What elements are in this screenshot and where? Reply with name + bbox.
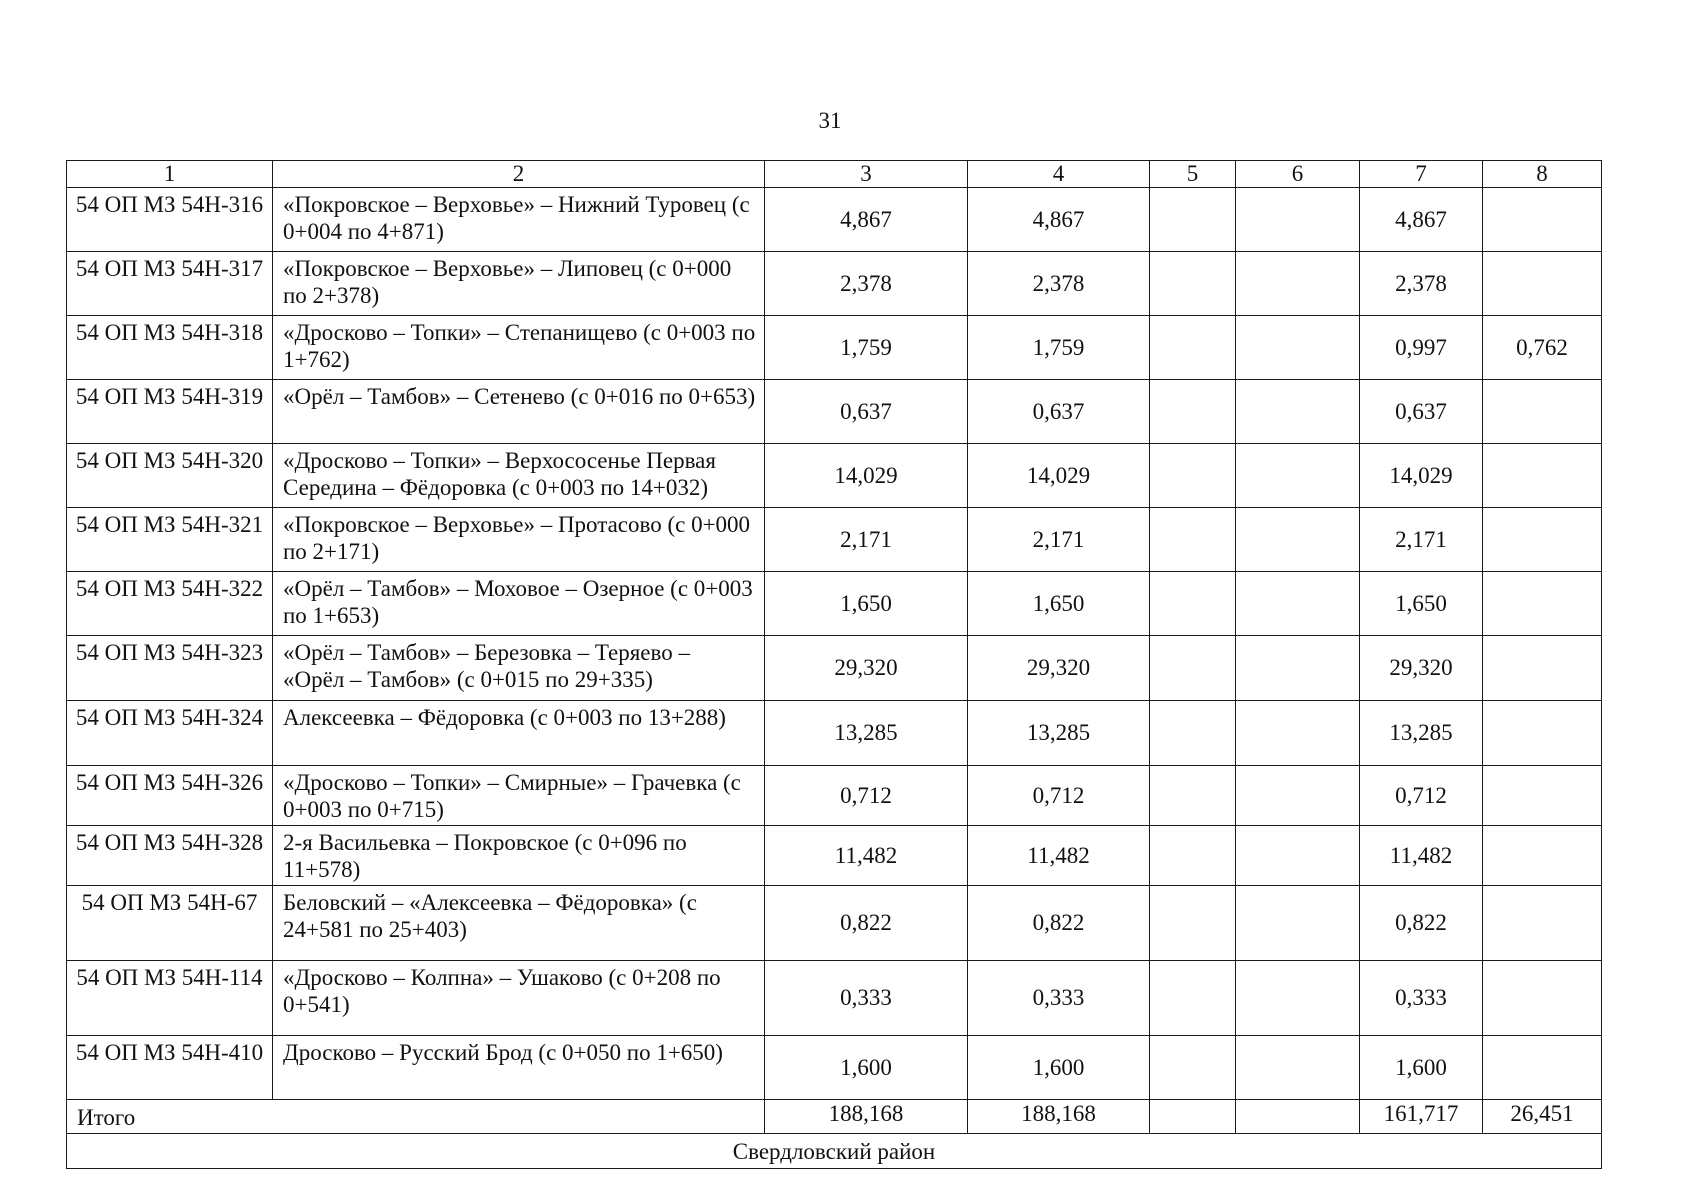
table-row: [67, 572, 1602, 636]
value-col8: 0,762: [1483, 316, 1602, 380]
value-col5: [1150, 508, 1236, 572]
road-name: «Покровское – Верховье» – Липовец (с 0+000 по 2+378): [273, 252, 765, 316]
value-col8: [1483, 380, 1602, 444]
value-col6: [1236, 572, 1360, 636]
value-col6: [1236, 701, 1360, 766]
road-name: Беловский – «Алексеевка – Фёдоровка» (с 24+581 по 25+403): [273, 886, 765, 961]
column-header: 4: [968, 161, 1150, 188]
road-name: «Орёл – Тамбов» – Моховое – Озерное (с 0+003 по 1+653): [273, 572, 765, 636]
length-col3: 1,759: [765, 316, 968, 380]
column-header: 2: [273, 161, 765, 188]
length-col4: 4,867: [968, 188, 1150, 252]
value-col8: [1483, 1036, 1602, 1100]
value-col8: [1483, 636, 1602, 701]
road-code: 54 ОП МЗ 54Н-319: [67, 380, 273, 444]
value-col7: 11,482: [1360, 826, 1483, 886]
value-col8: [1483, 961, 1602, 1036]
value-col6: [1236, 1036, 1360, 1100]
length-col3: 1,650: [765, 572, 968, 636]
column-number-row: [67, 161, 1602, 188]
length-col3: 11,482: [765, 826, 968, 886]
road-name: «Дросково – Топки» – Смирные» – Грачевка (с 0+003 по 0+715): [273, 766, 765, 826]
value-col8: [1483, 701, 1602, 766]
road-code: 54 ОП МЗ 54Н-316: [67, 188, 273, 252]
length-col3: 2,378: [765, 252, 968, 316]
road-name: Дросково – Русский Брод (с 0+050 по 1+650): [273, 1036, 765, 1100]
road-name: «Дросково – Колпна» – Ушаково (с 0+208 по 0+541): [273, 961, 765, 1036]
road-code: 54 ОП МЗ 54Н-323: [67, 636, 273, 701]
value-col6: [1236, 826, 1360, 886]
value-col8: [1483, 252, 1602, 316]
table-row: [67, 636, 1602, 701]
value-col7: 2,378: [1360, 252, 1483, 316]
value-col7: 1,650: [1360, 572, 1483, 636]
column-header: 8: [1483, 161, 1602, 188]
value-col7: 0,637: [1360, 380, 1483, 444]
value-col6: [1236, 380, 1360, 444]
road-register-table: [66, 160, 1602, 1169]
total-col6: [1236, 1100, 1360, 1134]
total-label: Итого: [67, 1100, 765, 1134]
total-col7: 161,717: [1360, 1100, 1483, 1134]
value-col6: [1236, 886, 1360, 961]
length-col4: 29,320: [968, 636, 1150, 701]
length-col3: 4,867: [765, 188, 968, 252]
value-col5: [1150, 1036, 1236, 1100]
page-number: 31: [818, 108, 842, 133]
value-col7: 0,333: [1360, 961, 1483, 1036]
road-name: «Дросково – Топки» – Верхососенье Первая Середина – Фёдоровка (с 0+003 по 14+032): [273, 444, 765, 508]
column-header: 7: [1360, 161, 1483, 188]
value-col6: [1236, 636, 1360, 701]
value-col8: [1483, 188, 1602, 252]
value-col5: [1150, 188, 1236, 252]
length-col3: 0,637: [765, 380, 968, 444]
road-name: «Орёл – Тамбов» – Березовка – Теряево – «Орёл – Тамбов» (с 0+015 по 29+335): [273, 636, 765, 701]
value-col5: [1150, 380, 1236, 444]
value-col7: 2,171: [1360, 508, 1483, 572]
total-col8: 26,451: [1483, 1100, 1602, 1134]
road-code: 54 ОП МЗ 54Н-322: [67, 572, 273, 636]
table-row: [67, 766, 1602, 826]
length-col4: 1,600: [968, 1036, 1150, 1100]
table-row: [67, 961, 1602, 1036]
road-name: «Покровское – Верховье» – Протасово (с 0+000 по 2+171): [273, 508, 765, 572]
total-row: [67, 1100, 1602, 1134]
value-col6: [1236, 188, 1360, 252]
length-col4: 0,333: [968, 961, 1150, 1036]
value-col7: 4,867: [1360, 188, 1483, 252]
road-code: 54 ОП МЗ 54Н-410: [67, 1036, 273, 1100]
length-col4: 0,637: [968, 380, 1150, 444]
length-col3: 2,171: [765, 508, 968, 572]
road-code: 54 ОП МЗ 54Н-321: [67, 508, 273, 572]
road-code: 54 ОП МЗ 54Н-326: [67, 766, 273, 826]
length-col3: 0,333: [765, 961, 968, 1036]
value-col5: [1150, 444, 1236, 508]
length-col4: 14,029: [968, 444, 1150, 508]
road-code: 54 ОП МЗ 54Н-318: [67, 316, 273, 380]
length-col3: 29,320: [765, 636, 968, 701]
column-header: 1: [67, 161, 273, 188]
value-col5: [1150, 316, 1236, 380]
length-col4: 1,650: [968, 572, 1150, 636]
total-length-col4: 188,168: [968, 1100, 1150, 1134]
value-col7: 14,029: [1360, 444, 1483, 508]
table-row: [67, 508, 1602, 572]
value-col6: [1236, 316, 1360, 380]
road-name: «Орёл – Тамбов» – Сетенево (с 0+016 по 0+653): [273, 380, 765, 444]
value-col5: [1150, 701, 1236, 766]
value-col8: [1483, 444, 1602, 508]
value-col5: [1150, 766, 1236, 826]
table-row: [67, 886, 1602, 961]
value-col8: [1483, 766, 1602, 826]
table-row: [67, 444, 1602, 508]
road-code: 54 ОП МЗ 54Н-324: [67, 701, 273, 766]
value-col6: [1236, 508, 1360, 572]
length-col4: 11,482: [968, 826, 1150, 886]
road-code: 54 ОП МЗ 54Н-114: [67, 961, 273, 1036]
value-col8: [1483, 508, 1602, 572]
road-code: 54 ОП МЗ 54Н-67: [67, 886, 273, 961]
value-col7: 0,997: [1360, 316, 1483, 380]
value-col7: 0,822: [1360, 886, 1483, 961]
value-col6: [1236, 766, 1360, 826]
column-header: 6: [1236, 161, 1360, 188]
value-col5: [1150, 961, 1236, 1036]
value-col6: [1236, 444, 1360, 508]
value-col5: [1150, 252, 1236, 316]
table-row: [67, 380, 1602, 444]
value-col8: [1483, 886, 1602, 961]
value-col5: [1150, 572, 1236, 636]
length-col4: 13,285: [968, 701, 1150, 766]
table-row: [67, 252, 1602, 316]
road-name: «Покровское – Верховье» – Нижний Туровец (с 0+004 по 4+871): [273, 188, 765, 252]
value-col7: 29,320: [1360, 636, 1483, 701]
road-code: 54 ОП МЗ 54Н-320: [67, 444, 273, 508]
length-col4: 2,378: [968, 252, 1150, 316]
value-col6: [1236, 252, 1360, 316]
road-code: 54 ОП МЗ 54Н-328: [67, 826, 273, 886]
length-col3: 0,822: [765, 886, 968, 961]
table-row: [67, 316, 1602, 380]
length-col4: 1,759: [968, 316, 1150, 380]
length-col4: 0,822: [968, 886, 1150, 961]
column-header: 5: [1150, 161, 1236, 188]
road-name: «Дросково – Топки» – Степанищево (с 0+003 по 1+762): [273, 316, 765, 380]
value-col5: [1150, 886, 1236, 961]
value-col6: [1236, 961, 1360, 1036]
length-col3: 1,600: [765, 1036, 968, 1100]
table-row: [67, 826, 1602, 886]
district-heading: Свердловский район: [67, 1134, 1602, 1169]
road-name: Алексеевка – Фёдоровка (с 0+003 по 13+288): [273, 701, 765, 766]
length-col3: 0,712: [765, 766, 968, 826]
value-col8: [1483, 826, 1602, 886]
value-col7: 0,712: [1360, 766, 1483, 826]
total-col5: [1150, 1100, 1236, 1134]
length-col3: 14,029: [765, 444, 968, 508]
value-col8: [1483, 572, 1602, 636]
road-code: 54 ОП МЗ 54Н-317: [67, 252, 273, 316]
value-col5: [1150, 636, 1236, 701]
total-length: 188,168: [765, 1100, 968, 1134]
length-col3: 13,285: [765, 701, 968, 766]
table-row: [67, 188, 1602, 252]
value-col7: 13,285: [1360, 701, 1483, 766]
road-name: 2-я Васильевка – Покровское (с 0+096 по 11+578): [273, 826, 765, 886]
column-header: 3: [765, 161, 968, 188]
length-col4: 0,712: [968, 766, 1150, 826]
table-row: [67, 701, 1602, 766]
value-col7: 1,600: [1360, 1036, 1483, 1100]
table-row: [67, 1036, 1602, 1100]
district-row: [67, 1134, 1602, 1169]
length-col4: 2,171: [968, 508, 1150, 572]
value-col5: [1150, 826, 1236, 886]
